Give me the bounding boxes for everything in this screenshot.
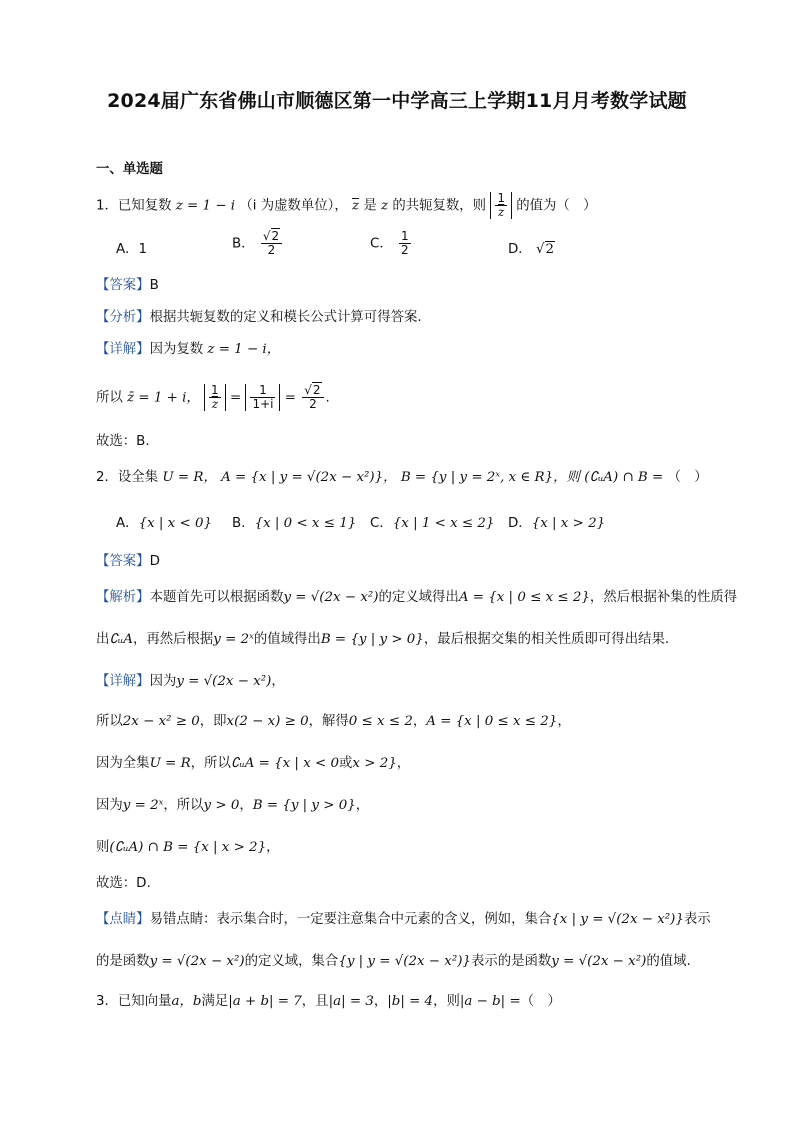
q2-detail-tag: 【详解】 <box>96 674 150 689</box>
q2-analysis2-comp: ∁ᵤA <box>109 632 133 647</box>
q1-detail2-frac: $\frac{√2}{2}$ <box>302 384 323 411</box>
q2-analysis1c: ，然后根据补集的性质得 <box>589 590 738 605</box>
q1-detail2-eq1: = <box>229 390 242 406</box>
q2-answer-tag: 【答案】 <box>96 554 150 569</box>
q1-stem-e: 的值为（ ） <box>516 198 597 214</box>
q2-answer-value: D <box>149 554 160 569</box>
q1-analysis-tag: 【分析】 <box>96 310 150 325</box>
q2-option-a-value: {x | x < 0} <box>138 516 212 531</box>
q2-option-b[interactable] <box>232 512 356 531</box>
q1-option-b-frac: $\frac{√2}{2}$ <box>261 230 282 257</box>
q1-option-c-label: C． <box>370 236 393 252</box>
q2-note1b: 表示 <box>683 912 711 927</box>
q2-d1a: 因为 <box>149 674 177 689</box>
q1-option-c[interactable] <box>370 230 413 257</box>
q2-analysis-line2 <box>96 630 669 650</box>
q2-detail2 <box>96 712 571 732</box>
section-heading: 一、单选题 <box>96 162 163 177</box>
q1-detail1-expr: z = 1 − i， <box>207 342 281 357</box>
q3-stem-b: 满足 <box>201 994 229 1009</box>
q2-analysis-line1 <box>96 588 737 608</box>
q2-answer <box>96 552 160 572</box>
q2-note-tag: 【点睛】 <box>96 912 150 927</box>
q2-option-a[interactable] <box>116 512 212 531</box>
q3-stem-e: ，则 <box>433 994 460 1009</box>
q1-zbar: $\overline{z}$ <box>352 198 360 214</box>
q2-d3-expr2: ∁ᵤA = {x | x < 0 <box>230 756 340 771</box>
q3-stem-expr5: |a − b| = <box>459 994 521 1009</box>
q1-answer-tag: 【答案】 <box>96 278 150 293</box>
q1-detail2-expr: z̄ = 1 + i， <box>127 390 200 406</box>
q1-frac: $\frac{1}{z}$ <box>497 191 505 220</box>
q1-analysis-text: 根据共轭复数的定义和模长公式计算可得答案. <box>149 310 422 325</box>
q3-stem-expr2: |a + b| = 7 <box>228 994 302 1009</box>
q1-detail2 <box>96 384 330 411</box>
q2-note2a: 的是函数 <box>96 954 150 969</box>
q1-detail2-eq2: = <box>284 390 296 406</box>
q2-d1b: ， <box>271 674 285 689</box>
q2-d5a: 则 <box>96 840 110 855</box>
q2-d4-expr1: y = 2ˣ <box>122 798 164 813</box>
q2-comp-expr: (∁ᵤA) ∩ B = <box>584 470 664 485</box>
q1-detail2-a: 所以 <box>96 390 123 406</box>
q2-d5-expr: (∁ᵤA) ∩ B = {x | x > 2} <box>109 840 267 855</box>
q1-detail2-abs1: $\frac{1}{z}$ <box>204 384 226 411</box>
q3-stem-expr1: a，b <box>171 994 202 1009</box>
q1-stem <box>96 192 597 219</box>
q2-d2c: ，解得 <box>308 714 349 729</box>
q2-analysis2c: 的值域得出 <box>253 632 321 647</box>
q2-note2d: 的值域. <box>646 954 691 969</box>
q2-choose: 故选：D. <box>96 876 151 891</box>
q2-analysis2b: ，再然后根据 <box>132 632 214 647</box>
q1-z-expr: z = 1 − i <box>175 198 236 214</box>
q1-option-a[interactable]: A．1 <box>116 242 148 257</box>
q2-option-c[interactable] <box>370 512 494 531</box>
q2-paren: （ ） <box>667 470 708 485</box>
q2-d4c: ， <box>239 798 253 813</box>
q2-b-expr: B = {y | y = 2ˣ, x ∈ R}，则 <box>400 470 580 485</box>
q2-a-expr: A = {x | y = √(2x − x²)}， <box>221 470 397 485</box>
q2-option-b-label: B． <box>232 516 255 531</box>
q2-note2-fn2: y = √(2x − x²) <box>551 954 647 969</box>
q3-stem <box>96 992 561 1012</box>
q2-d1-expr: y = √(2x − x²) <box>176 674 272 689</box>
q2-note2-set: {y | y = √(2x − x²)} <box>338 954 471 969</box>
q1-detail1: 因为复数 <box>149 342 204 357</box>
q3-stem-expr4: |b| = 4 <box>387 994 434 1009</box>
q1-choose: 故选：B. <box>96 434 150 449</box>
q1-detail2-tail: . <box>325 390 330 406</box>
q1-answer <box>96 276 159 296</box>
q2-option-c-label: C． <box>370 516 393 531</box>
q2-d4b: ，所以 <box>163 798 204 813</box>
q1-option-b[interactable] <box>232 230 284 257</box>
q2-option-d-value: {x | x > 2} <box>531 516 606 531</box>
q2-d4-expr2: y > 0 <box>203 798 240 813</box>
q2-d3-expr3: x > 2} <box>352 756 397 771</box>
q1-stem-c: 是 <box>363 198 377 214</box>
q2-option-a-label: A． <box>116 516 139 531</box>
q2-analysis2-fn: y = 2ˣ <box>213 632 254 647</box>
q2-detail4 <box>96 796 369 816</box>
q2-d2e: ， <box>557 714 571 729</box>
q2-d2b: ，即 <box>199 714 227 729</box>
page-title: 2024届广东省佛山市顺德区第一中学高三上学期11月月考数学试题 <box>107 90 687 112</box>
q2-detail5 <box>96 838 280 858</box>
q1-option-c-frac: $\frac{1}{2}$ <box>401 229 409 258</box>
q1-stem-a: 1．已知复数 <box>96 198 172 214</box>
q2-option-b-value: {x | 0 < x ≤ 1} <box>254 516 357 531</box>
q2-d2a: 所以 <box>96 714 123 729</box>
q2-note-line1 <box>96 910 711 930</box>
q2-d5b: ， <box>266 840 280 855</box>
q2-analysis1-set: A = {x | 0 ≤ x ≤ 2} <box>458 590 590 605</box>
q2-analysis2a: 出 <box>96 632 110 647</box>
q2-d3b: ，所以 <box>190 756 231 771</box>
q2-d4-expr3: B = {y | y > 0} <box>252 798 356 813</box>
q1-detail <box>96 340 280 360</box>
q1-option-d[interactable] <box>508 238 555 257</box>
q1-option-d-value: √2 <box>535 242 555 257</box>
q2-u-expr: U = R， <box>162 470 217 485</box>
q2-detail1 <box>96 672 285 692</box>
q2-d2d: ， <box>412 714 427 729</box>
q1-stem-d: 的共轭复数，则 <box>392 198 487 214</box>
q2-d2-expr1: 2x − x² ≥ 0 <box>122 714 200 729</box>
q2-d3a: 因为全集 <box>96 756 150 771</box>
q2-analysis2d: ，最后根据交集的相关性质即可得出结果. <box>423 632 670 647</box>
q3-stem-d: ， <box>373 994 388 1009</box>
q2-analysis1-fn: y = √(2x − x²) <box>283 590 379 605</box>
q2-analysis2-set: B = {y | y > 0} <box>320 632 424 647</box>
q2-note1a: 易错点睛：表示集合时，一定要注意集合中元素的含义，例如，集合 <box>149 912 552 927</box>
q2-stem <box>96 468 708 488</box>
q2-stem-label: 2．设全集 <box>96 470 159 485</box>
q2-note1-set: {x | y = √(2x − x²)} <box>551 912 684 927</box>
q2-d3d: ， <box>396 756 411 771</box>
q2-analysis1b: 的定义域得出 <box>378 590 459 605</box>
q1-abs-expr <box>490 192 512 219</box>
q1-option-b-label: B． <box>232 236 255 252</box>
q2-option-c-value: {x | 1 < x ≤ 2} <box>392 516 495 531</box>
q2-d3-expr1: U = R <box>149 756 191 771</box>
q1-answer-value: B <box>149 278 159 293</box>
q2-d4d: ， <box>355 798 370 813</box>
q1-z: z <box>381 198 389 214</box>
q3-stem-a: 3．已知向量 <box>96 994 172 1009</box>
q2-option-d-label: D． <box>508 516 532 531</box>
q1-analysis <box>96 308 422 328</box>
q2-note2b: 的定义域，集合 <box>244 954 339 969</box>
q1-detail2-abs2: $\frac{1}{1+i}$ <box>245 384 280 411</box>
q2-analysis-tag: 【解析】 <box>96 590 150 605</box>
q3-stem-expr3: |a| = 3 <box>328 994 374 1009</box>
q1-detail-tag: 【详解】 <box>96 342 150 357</box>
q2-d2-expr2: x(2 − x) ≥ 0 <box>226 714 309 729</box>
q2-detail3 <box>96 754 410 774</box>
q1-option-d-label: D． <box>508 242 532 257</box>
q2-d2-expr3: 0 ≤ x ≤ 2 <box>348 714 413 729</box>
q2-d3c: 或 <box>339 756 353 771</box>
q2-note-line2 <box>96 952 691 972</box>
q2-option-d[interactable] <box>508 512 605 531</box>
q2-d2-expr4: A = {x | 0 ≤ x ≤ 2} <box>426 714 558 729</box>
q3-stem-f: （ ） <box>520 994 561 1009</box>
q2-note2c: 表示的是函数 <box>470 954 552 969</box>
q2-note2-fn1: y = √(2x − x²) <box>149 954 245 969</box>
q2-analysis1a: 本题首先可以根据函数 <box>149 590 284 605</box>
q1-stem-b: （i 为虚数单位）， <box>239 198 348 214</box>
q2-d4a: 因为 <box>96 798 123 813</box>
q3-stem-c: ，且 <box>301 994 329 1009</box>
